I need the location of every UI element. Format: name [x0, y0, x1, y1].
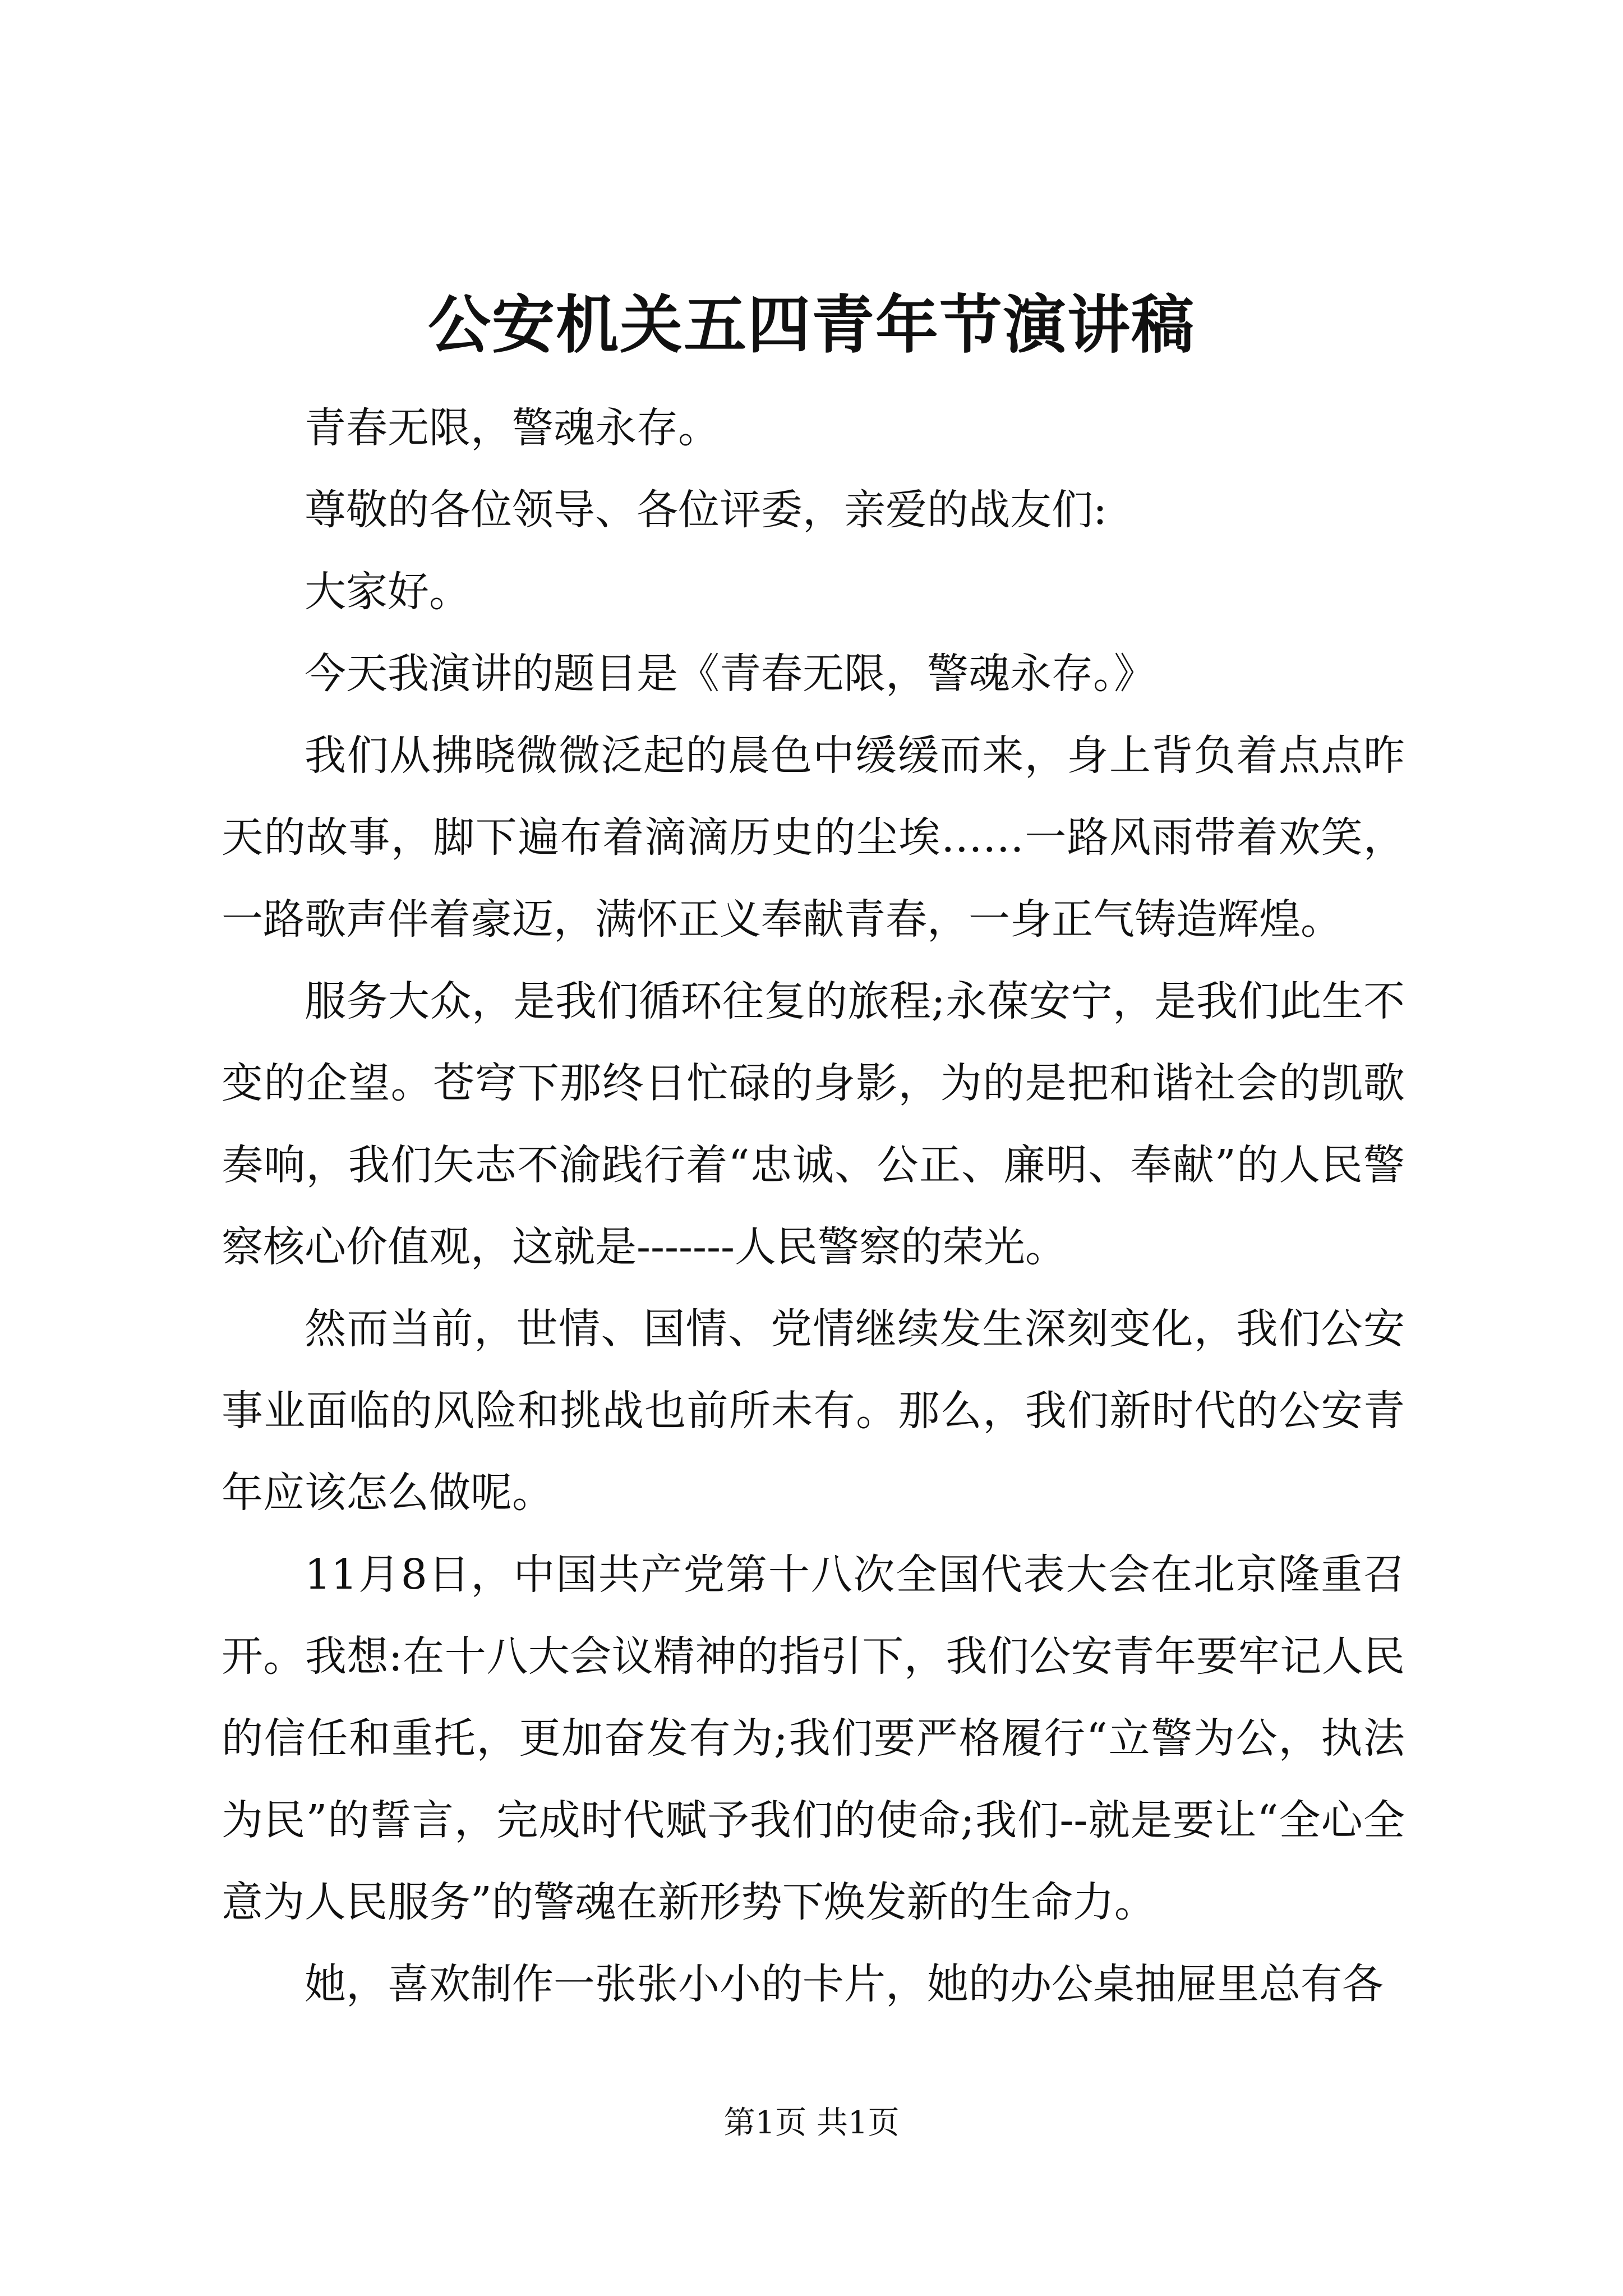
document-body — [222, 387, 1405, 2025]
paragraph: 服务大众，是我们循环往复的旅程;永葆安宁，是我们此生不变的企望。苍穹下那终日忙碌的身影，为的是把和谐社会的凯歌奏响，我们矢志不渝践行着“忠诚、公正、廉明、奉献”的人民警察核心价值观，这就是-------人民警察的荣光。 — [222, 977, 1405, 1271]
paragraph: 我们从拂晓微微泛起的晨色中缓缓而来，身上背负着点点昨天的故事，脚下遍布着滴滴历史的尘埃……一路风雨带着欢笑，一路歌声伴着豪迈，满怀正义奉献青春，一身正气铸造辉煌。 — [222, 731, 1405, 944]
paragraph: 她，喜欢制作一张张小小的卡片，她的办公桌抽屉里总有各 — [305, 1960, 1384, 2008]
page-footer: 第1页 共1页 — [723, 2105, 900, 2141]
document-title: 公安机关五四青年节演讲稿 — [428, 288, 1195, 362]
paragraph: 今天我演讲的题目是《青春无限，警魂永存。》 — [305, 650, 1155, 698]
paragraph: 尊敬的各位领导、各位评委，亲爱的战友们: — [305, 486, 1107, 534]
paragraph: 大家好。 — [305, 568, 471, 616]
paragraph: 然而当前，世情、国情、党情继续发生深刻变化，我们公安事业面临的风险和挑战也前所未有。那么，我们新时代的公安青年应该怎么做呢。 — [222, 1305, 1405, 1517]
paragraph: 11月8日，中国共产党第十八次全国代表大会在北京隆重召开。我想:在十八大会议精神的指引下，我们公安青年要牢记人民的信任和重托，更加奋发有为;我们要严格履行“立警为公，执法为民”的誓言，完成时代赋予我们的使命;我们--就是要让“全心全意为人民服务”的警魂在新形势下焕发新的生命力。 — [222, 1550, 1405, 1926]
paragraph: 青春无限，警魂永存。 — [305, 404, 720, 452]
